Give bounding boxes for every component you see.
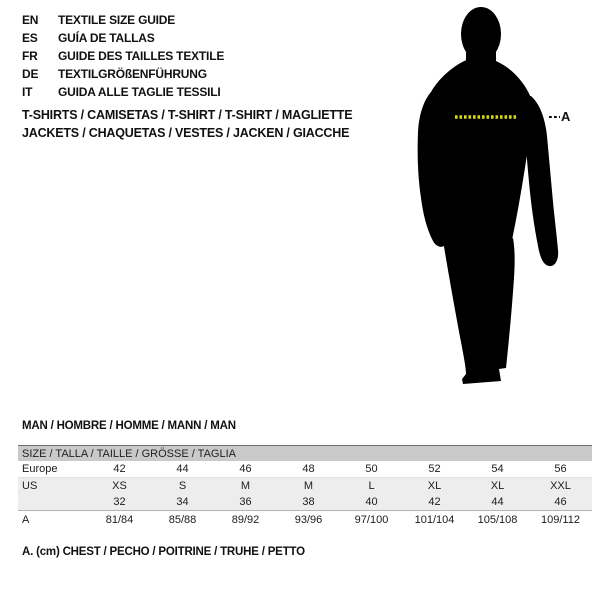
cell: 109/112 [541, 514, 580, 526]
cell: 50 [365, 463, 378, 475]
language-code: FR [22, 49, 38, 63]
cell: XXL [550, 480, 571, 492]
cell: L [368, 480, 375, 492]
cell: M [240, 480, 251, 492]
size-table [18, 445, 592, 529]
table-row-us-numbers [18, 494, 592, 510]
language-code: DE [22, 67, 39, 81]
cell: 52 [428, 463, 441, 475]
cell: 34 [176, 496, 189, 508]
cell: 36 [239, 496, 252, 508]
cell: M [303, 480, 314, 492]
cell: 40 [365, 496, 378, 508]
cell: 81/84 [105, 514, 134, 526]
cell: 101/104 [414, 514, 455, 526]
cell: 105/108 [477, 514, 518, 526]
cell: XL [427, 480, 442, 492]
cell: 46 [239, 463, 252, 475]
language-label: GUÍA DE TALLAS [58, 31, 155, 45]
language-label: GUIDA ALLE TAGLIE TESSILI [58, 85, 221, 99]
language-code: IT [22, 85, 33, 99]
language-label: TEXTILGRÖßENFÜHRUNG [58, 67, 207, 81]
language-label: GUIDE DES TAILLES TEXTILE [58, 49, 225, 63]
measurement-footnote: A. (cm) CHEST / PECHO / POITRINE / TRUHE / PETTO [22, 546, 305, 558]
cell: 93/96 [294, 514, 323, 526]
category-line-tshirts: T-SHIRTS / CAMISETAS / T-SHIRT / T-SHIRT / MAGLIETTE [22, 108, 353, 122]
cell: 54 [491, 463, 504, 475]
table-row-chest-cm [18, 510, 592, 529]
size-table-header: SIZE / TALLA / TAILLE / GRÖSSE / TAGLIA [18, 446, 592, 461]
section-title-man: MAN / HOMBRE / HOMME / MANN / MAN [22, 420, 236, 432]
silhouette-legs [441, 228, 515, 384]
table-row-us-letters [18, 478, 592, 494]
cell: 42 [113, 463, 126, 475]
cell: 32 [113, 496, 126, 508]
cell: S [178, 480, 187, 492]
row-label: A [22, 514, 30, 526]
row-label: Europe [22, 463, 58, 475]
cell: 44 [176, 463, 189, 475]
cell: 56 [554, 463, 567, 475]
cell: 89/92 [231, 514, 260, 526]
cell: XL [490, 480, 505, 492]
cell: 42 [428, 496, 441, 508]
language-code: ES [22, 31, 38, 45]
silhouette-right-arm [525, 96, 558, 266]
table-row-europe [18, 461, 592, 478]
row-label: US [22, 480, 38, 492]
cell: 97/100 [354, 514, 389, 526]
cell: 46 [554, 496, 567, 508]
category-line-jackets: JACKETS / CHAQUETAS / VESTES / JACKEN / GIACCHE [22, 126, 350, 140]
cell: 85/88 [168, 514, 197, 526]
cell: 48 [302, 463, 315, 475]
cell: 38 [302, 496, 315, 508]
cell: XS [112, 480, 127, 492]
cell: 44 [491, 496, 504, 508]
measure-label-a: A [561, 109, 571, 124]
language-label: TEXTILE SIZE GUIDE [58, 13, 176, 27]
language-code: EN [22, 13, 39, 27]
